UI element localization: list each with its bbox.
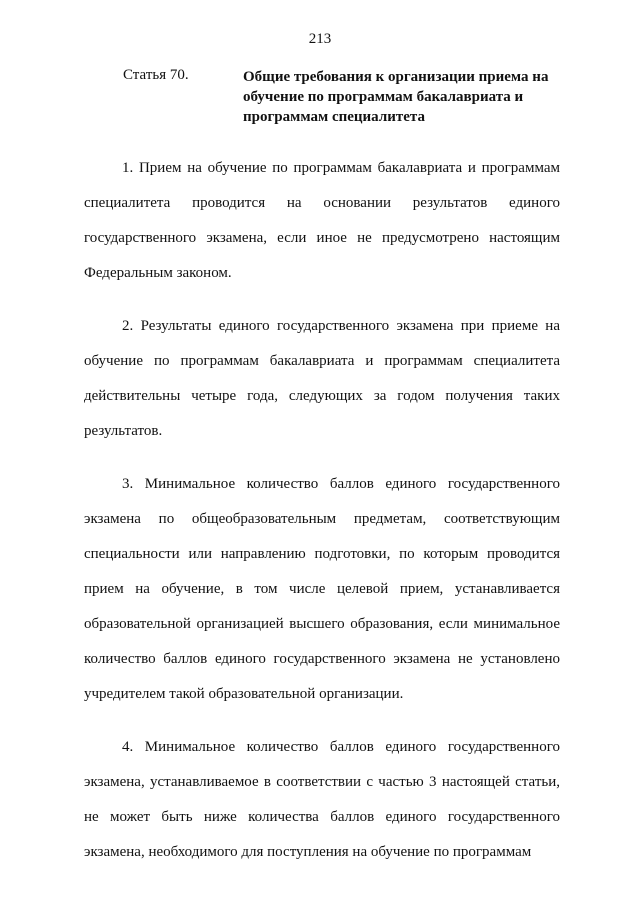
paragraph-1: 1. Прием на обучение по программам бакалавриата и программам специалитета проводится на основании результатов единого государственного экзамена, если иное не предусмотрено настоящим Федеральным законом.	[84, 160, 560, 281]
paragraph-3: 3. Минимальное количество баллов единого государственного экзамена по общеобразовательным предметам, соответствующим специальности или направлению подготовки, по которым проводится прием на обучение, в том числе целевой прием, устанавливается образовательной организацией высшего образования, если минимальное количество баллов единого государственного экзамена не установлено учредителем такой образовательной организации.	[84, 476, 560, 702]
article-label: Статья 70.	[123, 67, 189, 83]
article-body	[84, 151, 560, 888]
page-number: 213	[308, 31, 332, 47]
paragraph-2: 2. Результаты единого государственного экзамена при приеме на обучение по программам бакалавриата и программам специалитета действительны четыре года, следующих за годом получения таких результатов.	[84, 318, 560, 439]
paragraph-4: 4. Минимальное количество баллов единого государственного экзамена, устанавливаемое в соответствии с частью 3 настоящей статьи, не может быть ниже количества баллов единого государственного экзамена, необходимого для поступления на обучение по программам	[84, 739, 560, 860]
article-title: Общие требования к организации приема на обучение по программам бакалавриата и программам специалитета	[243, 69, 549, 125]
